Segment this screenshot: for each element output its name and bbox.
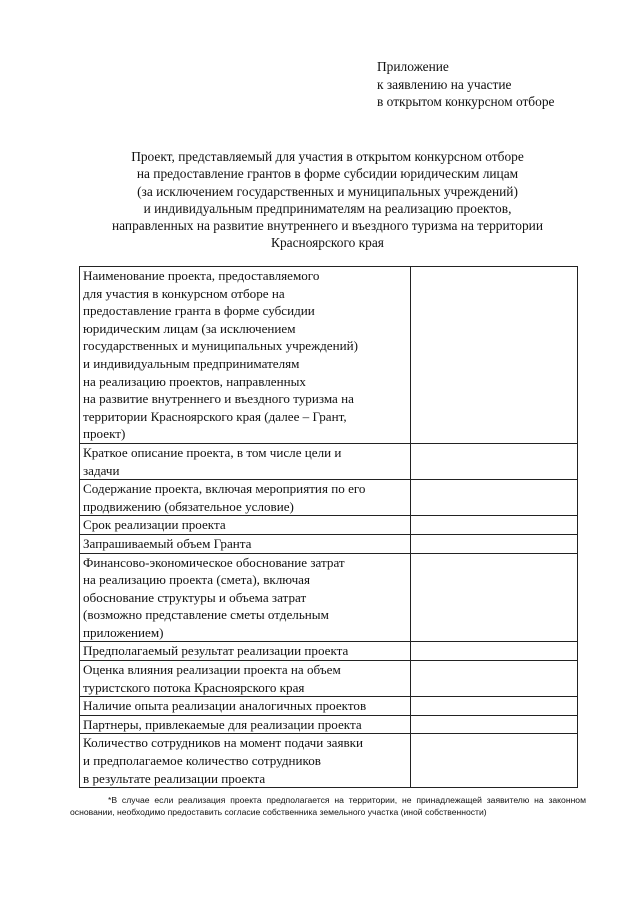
label-line: и индивидуальным предпринимателям: [83, 355, 300, 371]
appendix-line: в открытом конкурсном отборе: [377, 94, 555, 109]
label-line: обоснование структуры и объема затрат: [83, 589, 307, 605]
document-title: [60, 148, 595, 252]
table-row: [80, 734, 578, 788]
project-form-table: [79, 266, 578, 788]
row-value-project-term[interactable]: [411, 516, 578, 535]
label-line: задачи: [83, 462, 120, 478]
table-row: [80, 553, 578, 642]
appendix-line: Приложение: [377, 59, 449, 74]
title-line: и индивидуальным предпринимателям на реализацию проектов,: [143, 200, 512, 216]
appendix-header: [377, 58, 554, 111]
row-value-grant-amount[interactable]: [411, 534, 578, 553]
label-line: Содержание проекта, включая мероприятия по его: [83, 481, 366, 497]
row-label-project-term: [80, 516, 411, 535]
appendix-line: к заявлению на участие: [377, 76, 512, 92]
row-label-expected-result: [80, 642, 411, 661]
row-value-partners[interactable]: [411, 715, 578, 734]
title-line: на предоставление грантов в форме субсидии юридическим лицам: [136, 166, 519, 182]
label-line: Оценка влияния реализации проекта на объем: [83, 662, 341, 678]
label-line: продвижению (обязательное условие): [83, 498, 294, 514]
label-line: на реализацию проектов, направленных: [83, 373, 306, 389]
label-line: на развитие внутреннего и въездного туризма на: [83, 391, 354, 407]
label-line: Предполагаемый результат реализации проекта: [83, 643, 349, 659]
row-value-project-content[interactable]: [411, 480, 578, 516]
title-line: направленных на развитие внутреннего и въездного туризма на территории: [111, 218, 544, 234]
label-line: Наличие опыта реализации аналогичных проектов: [83, 698, 367, 714]
row-value-employee-count[interactable]: [411, 734, 578, 788]
label-line: территории Красноярского края (далее – Грант,: [83, 408, 347, 424]
table-row: [80, 697, 578, 716]
row-label-grant-amount: [80, 534, 411, 553]
table-row: [80, 516, 578, 535]
row-label-cost-justification: [80, 553, 411, 642]
row-label-partners: [80, 715, 411, 734]
row-value-expected-result[interactable]: [411, 642, 578, 661]
label-line: Наименование проекта, предоставляемого: [83, 268, 320, 283]
title-line: (за исключением государственных и муниципальных учреждений): [137, 183, 518, 199]
row-value-project-name[interactable]: [411, 267, 578, 444]
row-label-project-content: [80, 480, 411, 516]
table-row: [80, 642, 578, 661]
table-row: [80, 715, 578, 734]
label-line: Срок реализации проекта: [83, 517, 226, 533]
title-line: Проект, представляемый для участия в открытом конкурсном отборе: [131, 149, 524, 164]
label-line: в результате реализации проекта: [83, 770, 266, 786]
row-label-tourist-flow-impact: [80, 661, 411, 697]
row-label-employee-count: [80, 734, 411, 788]
label-line: на реализацию проекта (смета), включая: [83, 572, 311, 588]
row-value-cost-justification[interactable]: [411, 553, 578, 642]
label-line: для участия в конкурсном отборе на: [83, 285, 285, 301]
label-line: Партнеры, привлекаемые для реализации проекта: [83, 716, 362, 732]
label-line: туристского потока Красноярского края: [83, 679, 305, 695]
table-row: [80, 661, 578, 697]
row-label-short-description: [80, 443, 411, 479]
row-value-similar-experience[interactable]: [411, 697, 578, 716]
label-line: юридическим лицам (за исключением: [83, 320, 296, 336]
table-row: [80, 443, 578, 479]
row-label-similar-experience: [80, 697, 411, 716]
label-line: предоставление гранта в форме субсидии: [83, 303, 315, 319]
table-row: [80, 534, 578, 553]
footnote: *В случае если реализация проекта предполагается на территории, не принадлежащей заявителю на законном основании, необходимо предоставить согласие собственника земельного участка (иной собственности): [70, 795, 586, 817]
label-line: Финансово-экономическое обоснование затрат: [83, 554, 345, 570]
label-line: Краткое описание проекта, в том числе цели и: [83, 444, 342, 460]
row-label-project-name: [80, 267, 411, 444]
label-line: Количество сотрудников на момент подачи заявки: [83, 735, 364, 751]
label-line: приложением): [83, 624, 164, 640]
label-line: и предполагаемое количество сотрудников: [83, 753, 321, 769]
label-line: государственных и муниципальных учреждений): [83, 338, 358, 354]
label-line: Запрашиваемый объем Гранта: [83, 535, 252, 551]
row-value-tourist-flow-impact[interactable]: [411, 661, 578, 697]
label-line: проект): [83, 426, 126, 442]
table-row: [80, 267, 578, 444]
row-value-short-description[interactable]: [411, 443, 578, 479]
table-row: [80, 480, 578, 516]
label-line: (возможно представление сметы отдельным: [83, 607, 329, 623]
title-line: Красноярского края: [271, 235, 384, 251]
